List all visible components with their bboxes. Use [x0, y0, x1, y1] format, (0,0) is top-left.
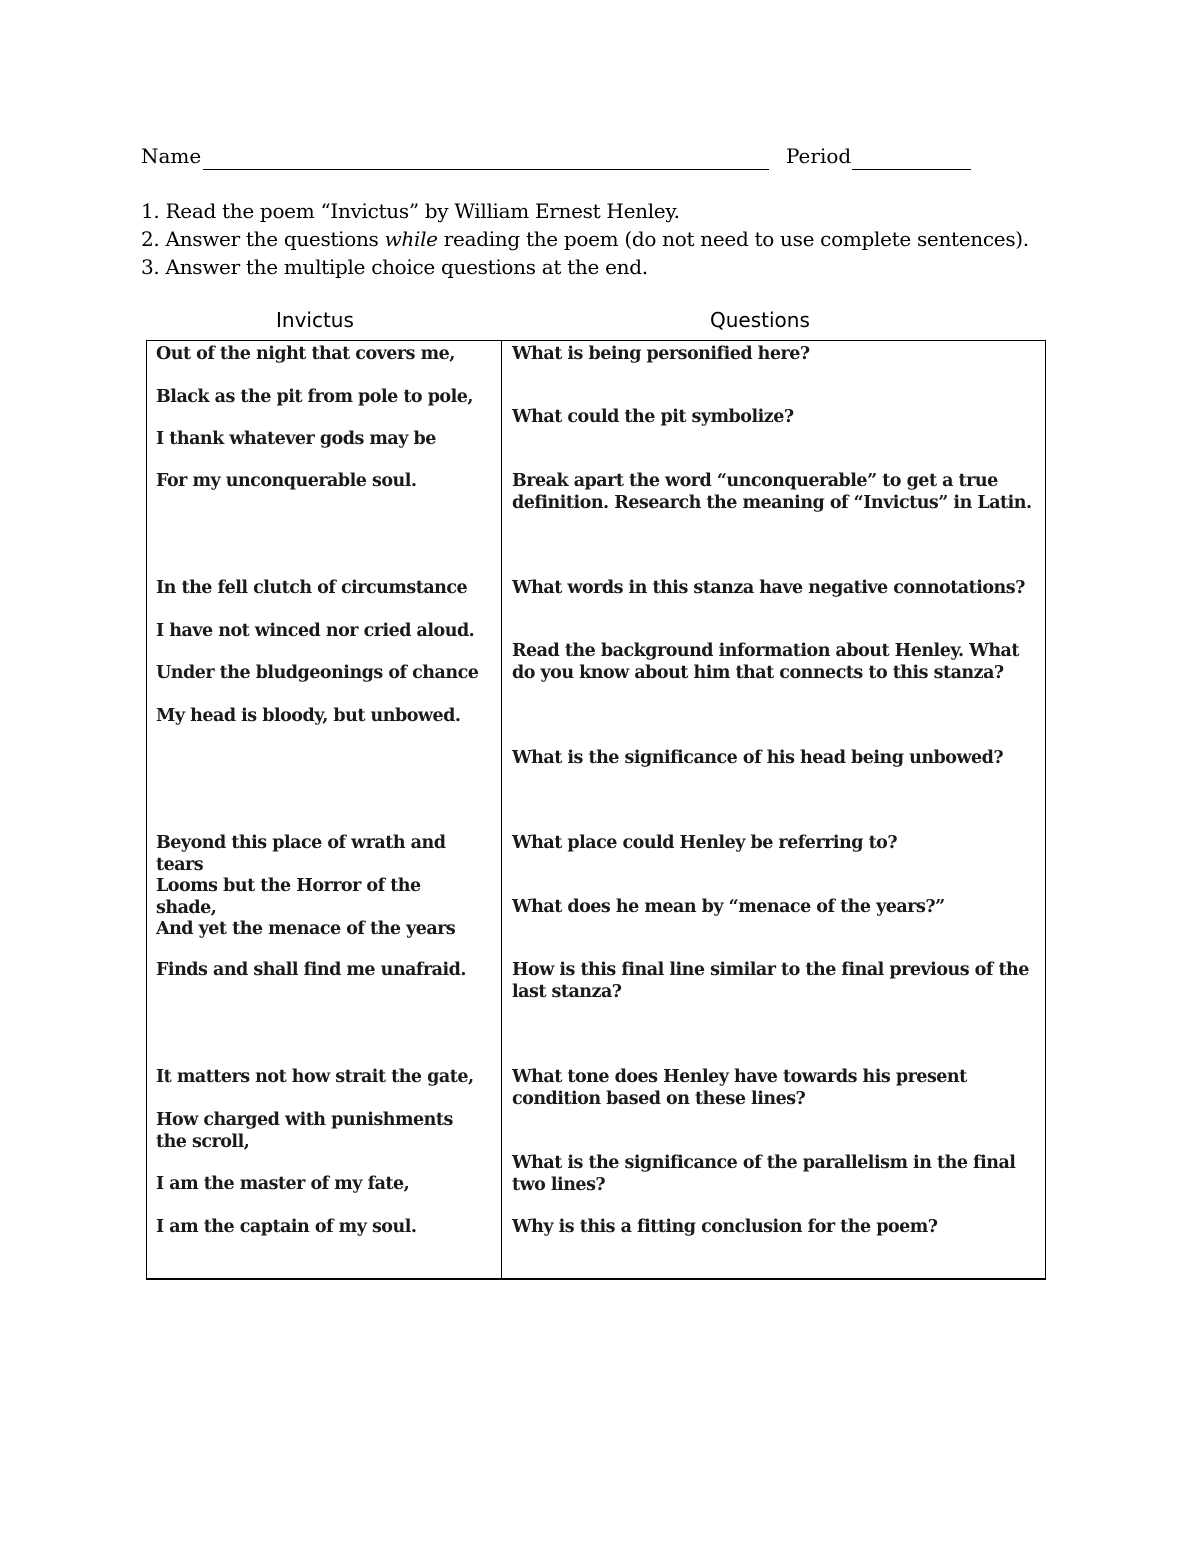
- column-divider: [501, 341, 502, 1280]
- instruction-item: [141, 253, 1029, 281]
- poem-line: I thank whatever gods may be: [156, 429, 436, 449]
- poem-line: Black as the pit from pole to pole,: [156, 387, 473, 407]
- poem-line: It matters not how strait the gate,: [156, 1067, 474, 1087]
- poem-line: How charged with punishments the scroll,: [156, 1110, 453, 1152]
- name-blank[interactable]: [203, 169, 769, 170]
- question: What is the significance of his head being unbowed?: [512, 748, 1004, 768]
- question: What words in this stanza have negative connotations?: [512, 578, 1025, 598]
- instruction-emphasis: while: [384, 227, 438, 251]
- poem-line: Out of the night that covers me,: [156, 344, 455, 364]
- instruction-item: [141, 225, 1029, 253]
- poem-line: I am the captain of my soul.: [156, 1217, 417, 1237]
- question: What tone does Henley have towards his present condition based on these lines?: [512, 1067, 967, 1109]
- poem-line: My head is bloody, but unbowed.: [156, 706, 461, 726]
- poem-line: I am the master of my fate,: [156, 1174, 410, 1194]
- question: What is the significance of the parallelism in the final two lines?: [512, 1153, 1016, 1195]
- period-blank[interactable]: [852, 169, 971, 170]
- question: What could the pit symbolize?: [512, 407, 794, 427]
- instruction-text: Answer the questions: [165, 227, 385, 251]
- name-period-row: [141, 143, 973, 173]
- table-bottom-border: [147, 1278, 1045, 1280]
- instruction-text: Answer the multiple choice questions at the end.: [165, 255, 648, 279]
- instruction-number: 2.: [141, 227, 160, 251]
- question: What does he mean by “menace of the years?”: [512, 897, 945, 917]
- question: Why is this a fitting conclusion for the poem?: [512, 1217, 938, 1237]
- poem-line: Looms but the Horror of the shade,: [156, 876, 421, 918]
- question: Read the background information about Henley. What do you know about him that connects to this stanza?: [512, 641, 1019, 683]
- poem-column-header: Invictus: [276, 308, 354, 332]
- poem-line: I have not winced nor cried aloud.: [156, 621, 475, 641]
- question: What place could Henley be referring to?: [512, 833, 898, 853]
- instruction-text: reading the poem (do not need to use complete sentences).: [437, 227, 1029, 251]
- poem-question-table: [146, 340, 1046, 1280]
- question: Break apart the word “unconquerable” to get a true definition. Research the meaning of “Invictus” in Latin.: [512, 471, 1032, 513]
- instruction-number: 3.: [141, 255, 160, 279]
- poem-line: For my unconquerable soul.: [156, 471, 417, 491]
- instructions-list: [141, 197, 1029, 281]
- poem-line: Under the bludgeonings of chance: [156, 663, 479, 683]
- question: How is this final line similar to the final previous of the last stanza?: [512, 960, 1029, 1002]
- questions-column-header: Questions: [710, 308, 810, 332]
- poem-line: And yet the menace of the years: [156, 919, 456, 939]
- poem-line: Beyond this place of wrath and tears: [156, 833, 446, 875]
- question: What is being personified here?: [512, 344, 810, 364]
- instruction-number: 1.: [141, 199, 160, 223]
- period-label: Period: [786, 144, 852, 168]
- poem-line: In the fell clutch of circumstance: [156, 578, 468, 598]
- instruction-text: Read the poem “Invictus” by William Ernest Henley.: [165, 199, 680, 223]
- name-label: Name: [141, 144, 202, 168]
- instruction-item: [141, 197, 1029, 225]
- poem-line: Finds and shall find me unafraid.: [156, 960, 466, 980]
